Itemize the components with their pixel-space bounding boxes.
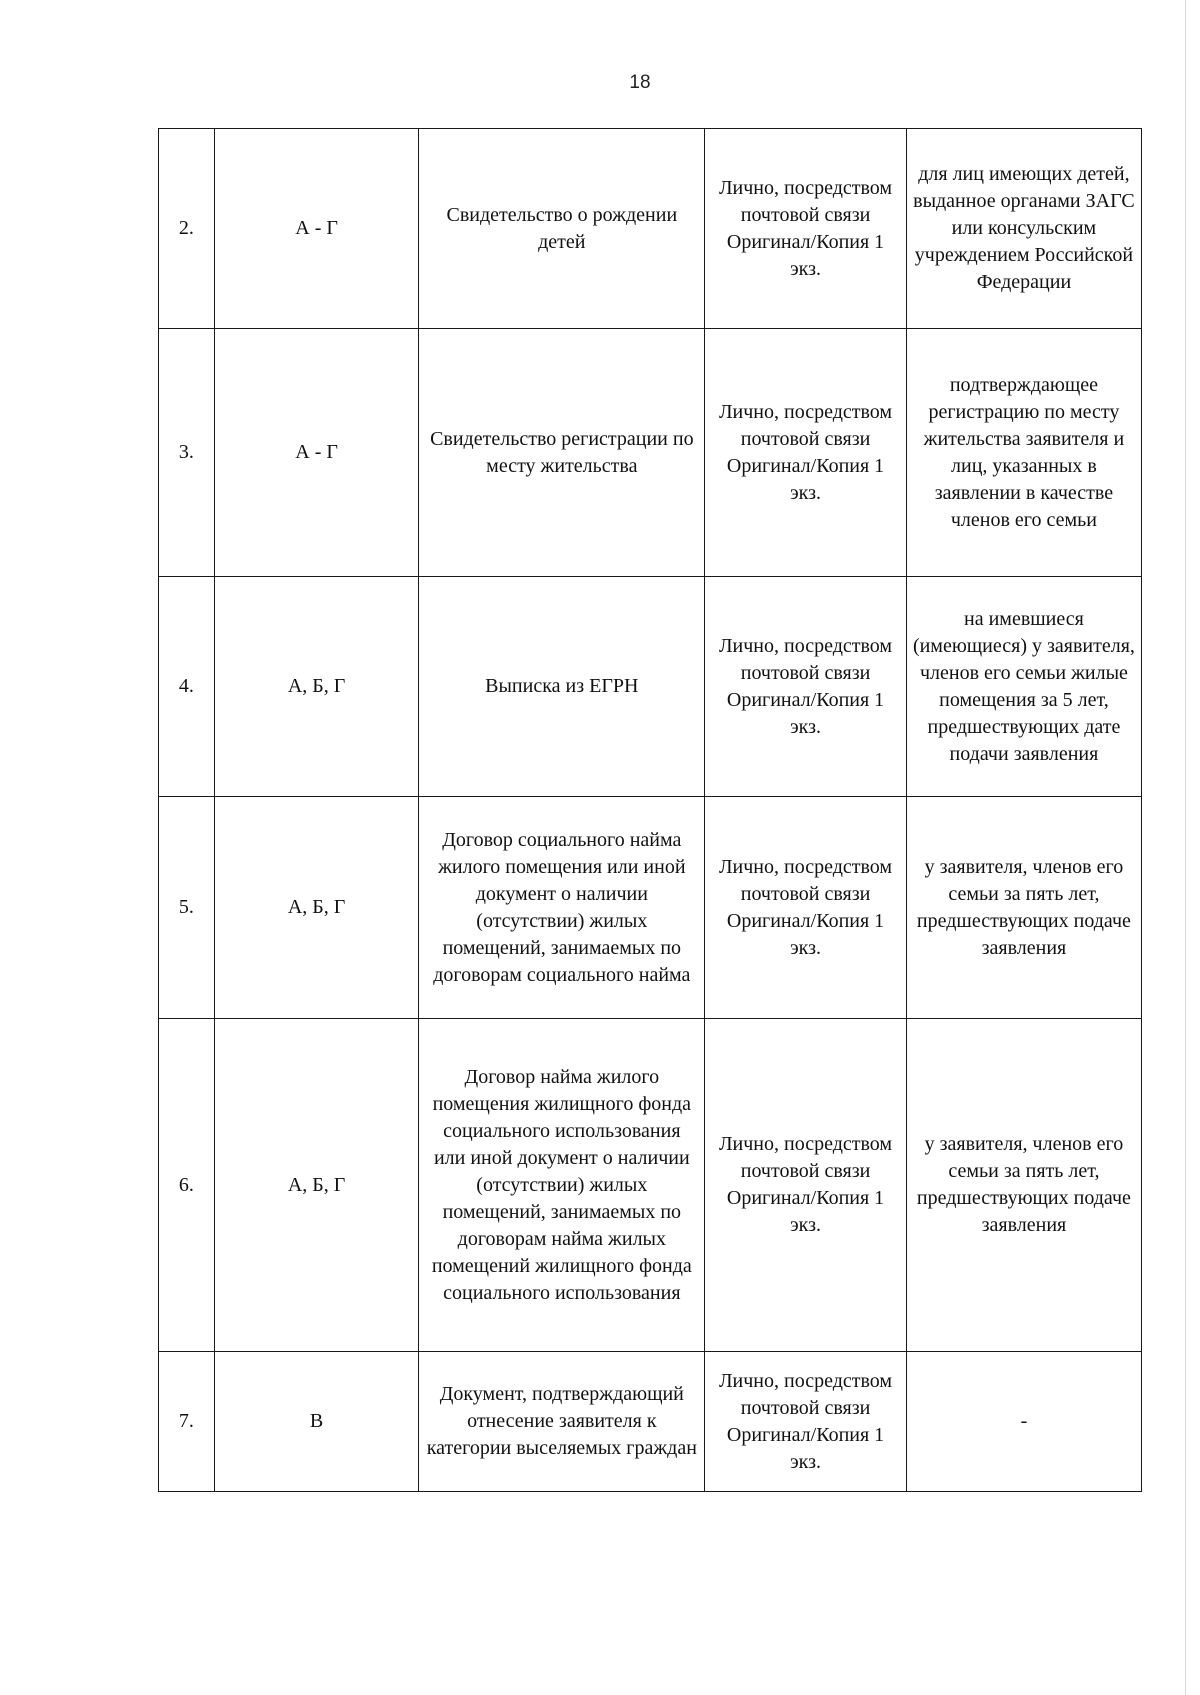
table-row: [159, 329, 1142, 577]
row-note: -: [906, 1352, 1141, 1492]
row-document: Свидетельство регистрации по месту жительства: [419, 329, 705, 577]
row-note: у заявителя, членов его семьи за пять лет, предшествующих подаче заявления: [906, 797, 1141, 1019]
row-document: Выписка из ЕГРН: [419, 577, 705, 797]
row-categories: А, Б, Г: [214, 1019, 419, 1352]
row-categories: В: [214, 1352, 419, 1492]
row-number: 6.: [159, 1019, 215, 1352]
row-categories: А - Г: [214, 329, 419, 577]
row-categories: А, Б, Г: [214, 797, 419, 1019]
table-row: [159, 129, 1142, 329]
row-note: подтверждающее регистрацию по месту жительства заявителя и лиц, указанных в заявлении в качестве членов его семьи: [906, 329, 1141, 577]
row-submission: Лично, посредством почтовой связи Оригинал/Копия 1 экз.: [705, 1352, 907, 1492]
table-row: [159, 577, 1142, 797]
table-row: [159, 1352, 1142, 1492]
row-submission: Лично, посредством почтовой связи Оригинал/Копия 1 экз.: [705, 129, 907, 329]
row-note: для лиц имеющих детей, выданное органами ЗАГС или консульским учреждением Российской Федерации: [906, 129, 1141, 329]
table-row: [159, 797, 1142, 1019]
row-document: Договор найма жилого помещения жилищного фонда социального использования или иной документ о наличии (отсутствии) жилых помещений, занимаемых по договорам найма жилых помещений жилищного фонда социального использования: [419, 1019, 705, 1352]
page-number: 18: [629, 72, 651, 93]
row-number: 4.: [159, 577, 215, 797]
row-number: 5.: [159, 797, 215, 1019]
table-row: [159, 1019, 1142, 1352]
row-number: 2.: [159, 129, 215, 329]
row-categories: А - Г: [214, 129, 419, 329]
row-note: у заявителя, членов его семьи за пять лет, предшествующих подаче заявления: [906, 1019, 1141, 1352]
row-submission: Лично, посредством почтовой связи Оригинал/Копия 1 экз.: [705, 797, 907, 1019]
row-submission: Лично, посредством почтовой связи Оригинал/Копия 1 экз.: [705, 1019, 907, 1352]
row-document: Договор социального найма жилого помещения или иной документ о наличии (отсутствии) жилых помещений, занимаемых по договорам социального найма: [419, 797, 705, 1019]
row-note: на имевшиеся (имеющиеся) у заявителя, членов его семьи жилые помещения за 5 лет, предшествующих дате подачи заявления: [906, 577, 1141, 797]
row-document: Свидетельство о рождении детей: [419, 129, 705, 329]
row-categories: А, Б, Г: [214, 577, 419, 797]
row-number: 3.: [159, 329, 215, 577]
scan-edge-line: [1185, 0, 1186, 1695]
documents-table: [158, 128, 1142, 1492]
row-document: Документ, подтверждающий отнесение заявителя к категории выселяемых граждан: [419, 1352, 705, 1492]
row-submission: Лично, посредством почтовой связи Оригинал/Копия 1 экз.: [705, 329, 907, 577]
row-number: 7.: [159, 1352, 215, 1492]
row-submission: Лично, посредством почтовой связи Оригинал/Копия 1 экз.: [705, 577, 907, 797]
